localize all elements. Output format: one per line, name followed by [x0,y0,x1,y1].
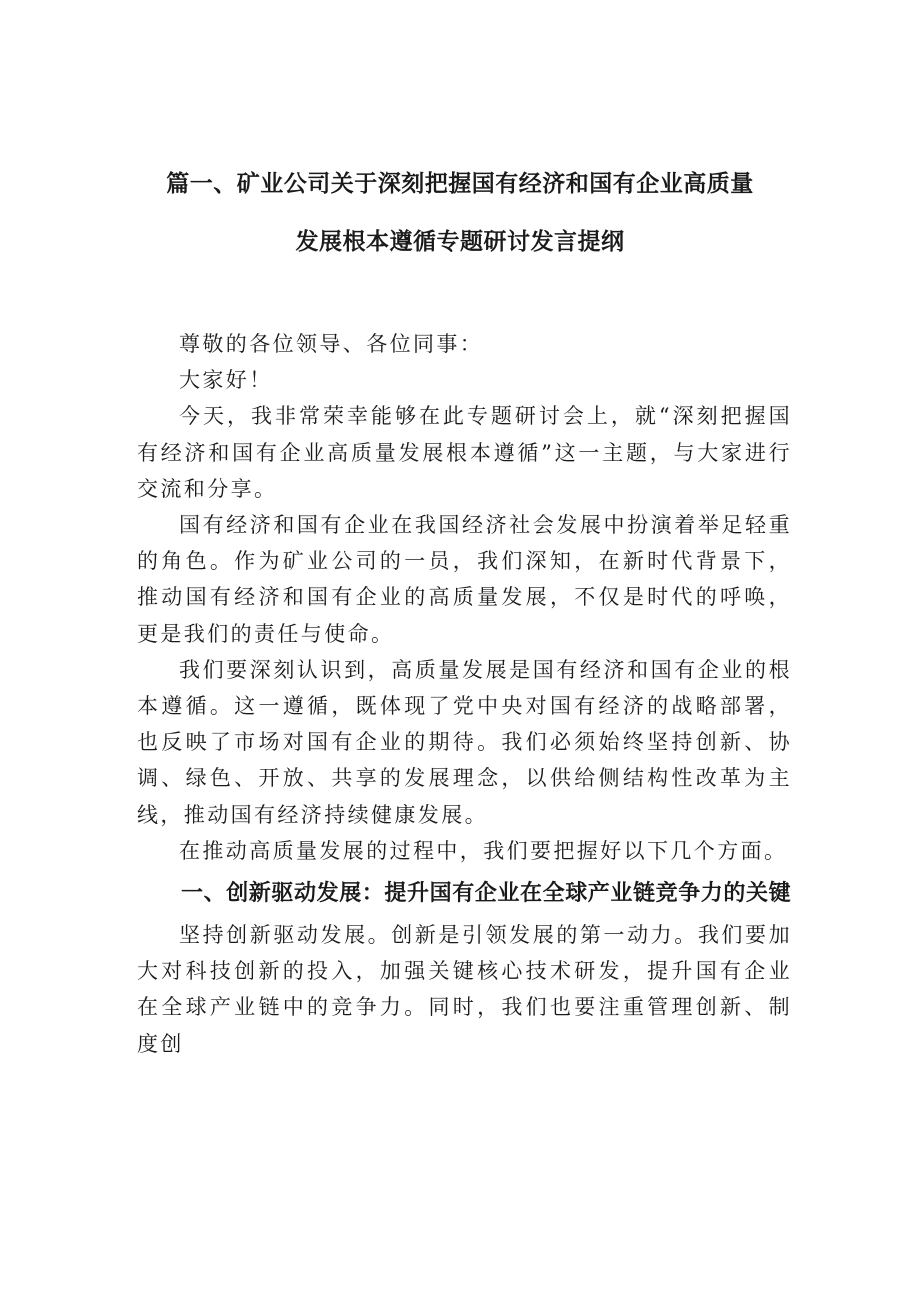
paragraph-role: 国有经济和国有企业在我国经济社会发展中扮演着举足轻重的角色。作为矿业公司的一员，我们深知，在新时代背景下，推动国有经济和国有企业的高质量发展，不仅是时代的呼唤，更是我们的责任与使命。 [137,513,792,646]
document-title-line-1: 篇一、矿业公司关于深刻把握国有经济和国有企业高质量 [166,171,754,197]
paragraph-aspects: 在推动高质量发展的过程中，我们要把握好以下几个方面。 [179,838,788,863]
section-heading: 一、创新驱动发展：提升国有企业在全球产业链竞争力的关键 [181,881,792,907]
paragraph-intro: 今天，我非常荣幸能够在此专题研讨会上，就“深刻把握国有经济和国有企业高质量发展根本遵循”这一主题，与大家进行交流和分享。 [137,404,792,501]
salutation: 尊敬的各位领导、各位同事： [179,332,484,356]
section-paragraph: 坚持创新驱动发展。创新是引领发展的第一动力。我们要加大对科技创新的投入，加强关键核心技术研发，提升国有企业在全球产业链中的竞争力。同时，我们也要注重管理创新、制度创 [137,923,792,1056]
greeting: 大家好！ [179,368,273,393]
document-body [137,326,792,1062]
paragraph-principle: 我们要深刻认识到，高质量发展是国有经济和国有企业的根本遵循。这一遵循，既体现了党中央对国有经济的战略部署，也反映了市场对国有企业的期待。我们必须始终坚持创新、协调、绿色、开放、共享的发展理念，以供给侧结构性改革为主线，推动国有经济持续健康发展。 [137,657,792,827]
document-title-line-2: 发展根本遵循专题研讨发言提纲 [295,229,625,255]
